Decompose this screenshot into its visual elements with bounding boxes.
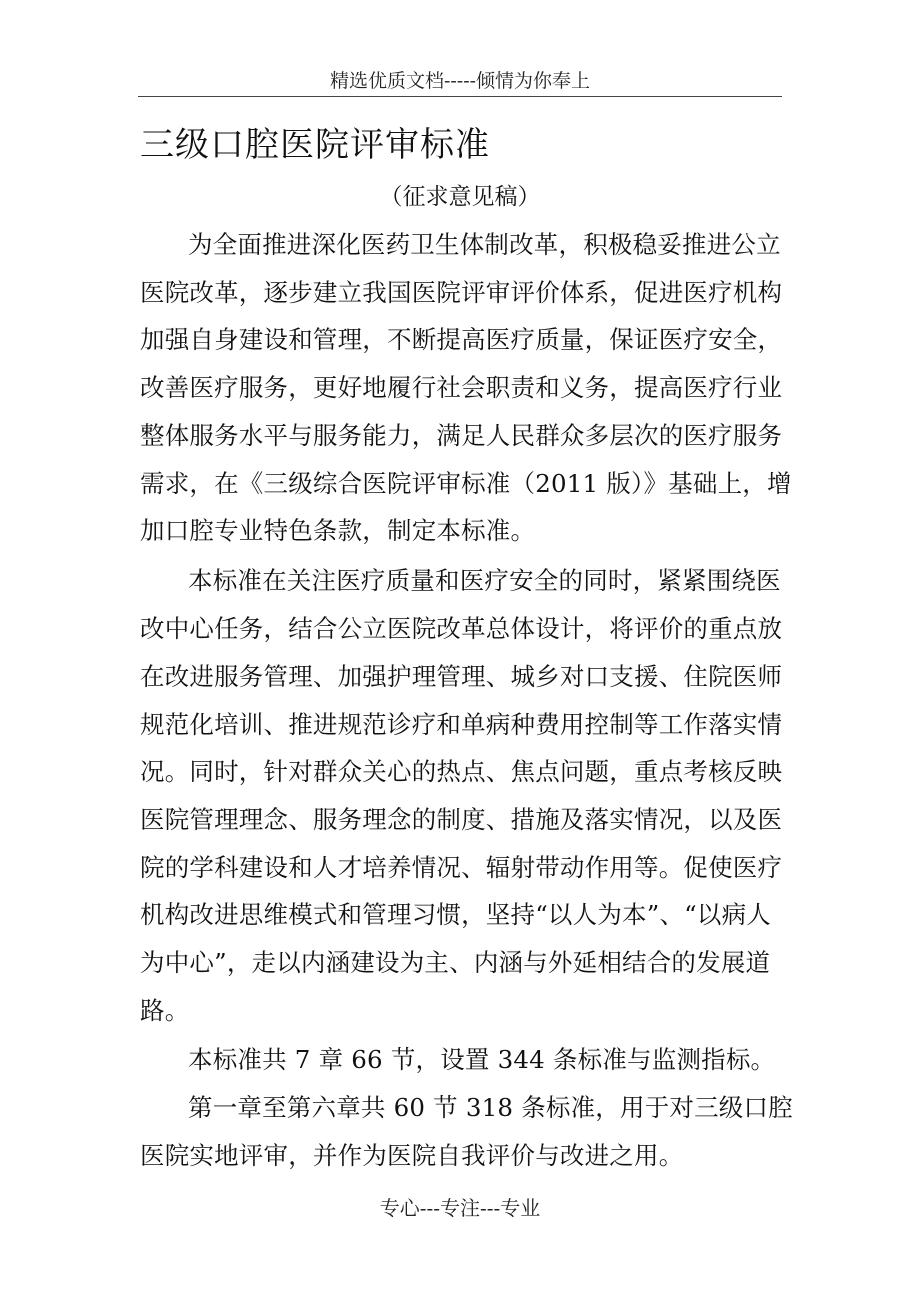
paragraph-2-line-1: 本标准在关注医疗质量和医疗安全的同时，紧紧围绕医 (188, 566, 781, 595)
paragraph-4-line-2: 医院实地评审，并作为医院自我评价与改进之用。 (140, 1141, 684, 1170)
document-subtitle: （征求意见稿） (379, 184, 541, 210)
paragraph-1-line-7: 加口腔专业特色条款，制定本标准。 (140, 516, 536, 545)
paragraph-2-line-5: 况。同时，针对群众关心的热点、焦点问题，重点考核反映 (140, 757, 783, 786)
paragraph-1-line-5: 整体服务水平与服务能力，满足人民群众多层次的医疗服务 (140, 421, 783, 450)
paragraph-1-line-3: 加强自身建设和管理，不断提高医疗质量，保证医疗安全， (140, 325, 783, 354)
paragraph-2-line-2: 改中心任务，结合公立医院改革总体设计，将评价的重点放 (140, 614, 783, 643)
page-footer: 专心---专注---专业 (379, 1196, 541, 1220)
document-title: 三级口腔医院评审标准 (140, 125, 490, 165)
paragraph-1-line-1: 为全面推进深化医药卫生体制改革，积极稳妥推进公立 (188, 230, 781, 259)
paragraph-2-line-10: 路。 (140, 996, 190, 1025)
page-header: 精选优质文档-----倾情为你奉上 (138, 66, 782, 97)
paragraph-2-line-7: 院的学科建设和人才培养情况、辐射带动作用等。促使医疗 (140, 853, 783, 882)
paragraph-2-line-3: 在改进服务管理、加强护理管理、城乡对口支援、住院医师 (140, 662, 783, 691)
paragraph-2-line-4: 规范化培训、推进规范诊疗和单病种费用控制等工作落实情 (140, 710, 783, 739)
paragraph-1-line-6: 需求，在《三级综合医院评审标准（2011 版）》基础上，增 (140, 469, 792, 498)
paragraph-4-line-1: 第一章至第六章共 60 节 318 条标准，用于对三级口腔 (188, 1093, 793, 1122)
paragraph-2-line-6: 医院管理理念、服务理念的制度、措施及落实情况，以及医 (140, 805, 783, 834)
paragraph-2-line-8: 机构改进思维模式和管理习惯，坚持“以人为本”、“以病人 (140, 900, 771, 929)
paragraph-1-line-4: 改善医疗服务，更好地履行社会职责和义务，提高医疗行业 (140, 373, 783, 402)
paragraph-1-line-2: 医院改革，逐步建立我国医院评审评价体系，促进医疗机构 (140, 278, 783, 307)
paragraph-3-line-1: 本标准共 7 章 66 节，设置 344 条标准与监测指标。 (188, 1045, 776, 1074)
paragraph-2-line-9: 为中心”，走以内涵建设为主、内涵与外延相结合的发展道 (140, 948, 771, 977)
